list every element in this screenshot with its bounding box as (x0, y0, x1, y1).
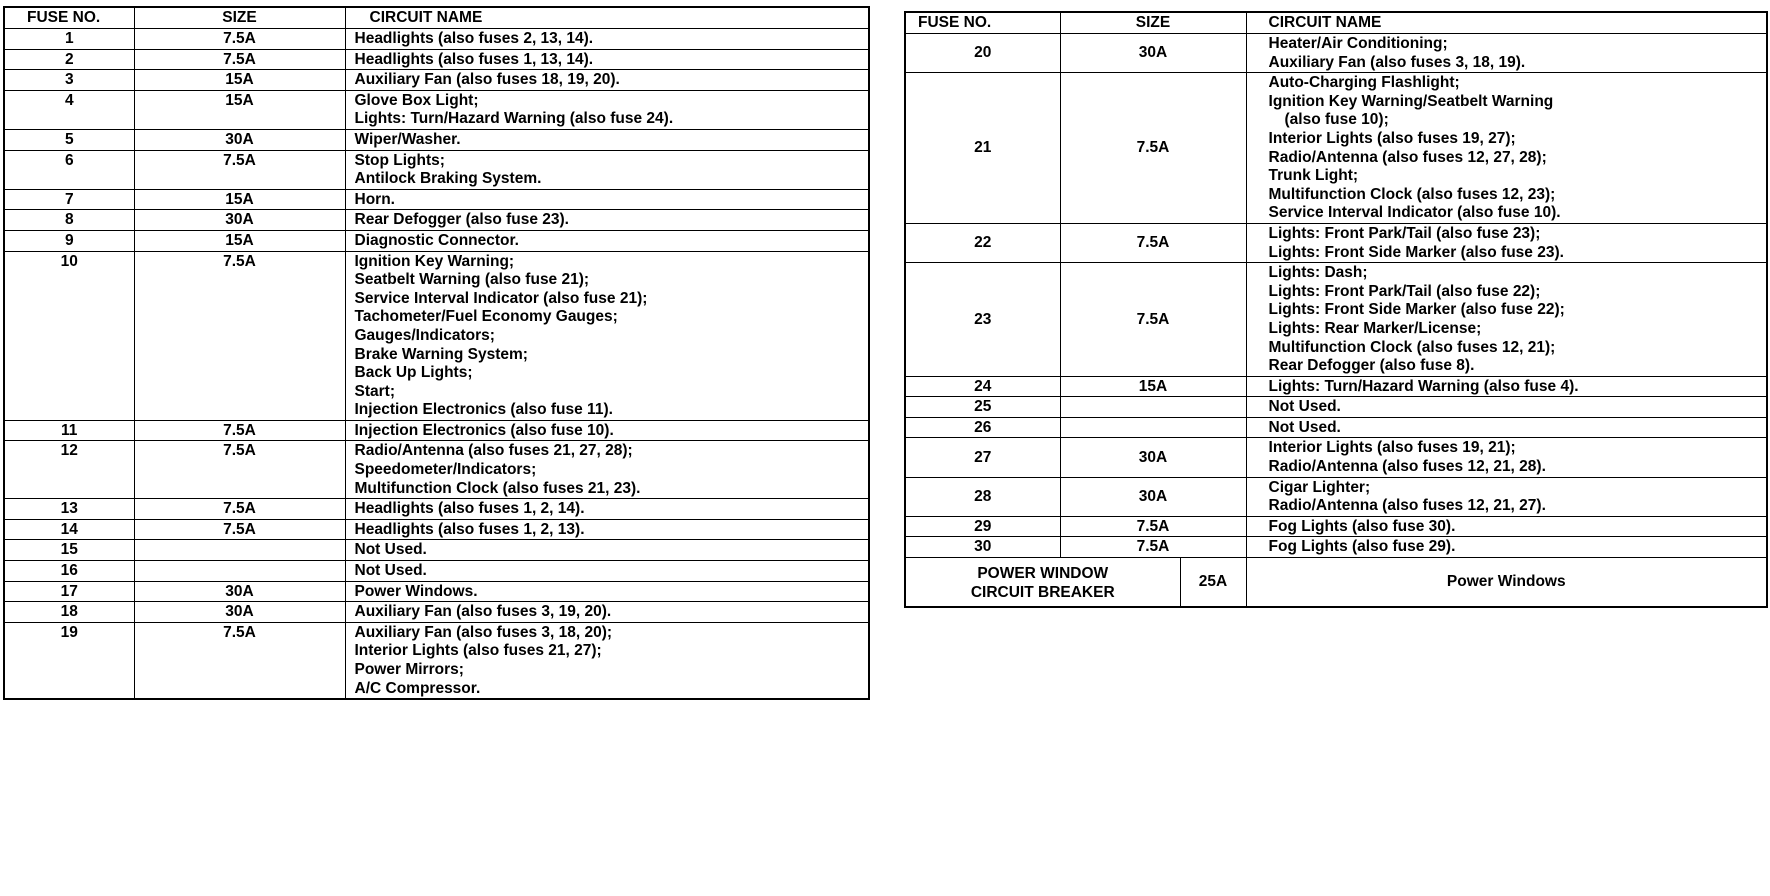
circuit-name (345, 49, 869, 70)
header-row (905, 12, 1767, 34)
fuse-number: 4 (4, 90, 134, 129)
circuit-line: Multifunction Clock (also fuses 12, 23); (1268, 185, 1556, 203)
circuit-name (1246, 376, 1767, 397)
fuse-row (4, 29, 869, 50)
circuit-line: Ignition Key Warning; (354, 252, 515, 270)
circuit-name (345, 561, 869, 582)
circuit-line: Auxiliary Fan (also fuses 3, 19, 20). (354, 603, 612, 621)
fuse-size (134, 561, 345, 582)
circuit-name (1246, 34, 1767, 73)
fuse-size: 30A (1060, 477, 1246, 516)
circuit-name (1246, 477, 1767, 516)
breaker-label-line: POWER WINDOW (977, 565, 1109, 583)
fuse-size: 7.5A (1060, 73, 1246, 224)
circuit-name (345, 70, 869, 91)
circuit-line: Fog Lights (also fuse 30). (1268, 517, 1456, 535)
fuse-number: 11 (4, 420, 134, 441)
fuse-size: 30A (134, 210, 345, 231)
fuse-number: 8 (4, 210, 134, 231)
fuse-size: 7.5A (134, 420, 345, 441)
fuse-number: 30 (905, 537, 1060, 558)
fuse-size: 7.5A (1060, 537, 1246, 558)
circuit-line: Lights: Rear Marker/License; (1268, 319, 1482, 337)
circuit-name (1246, 516, 1767, 537)
fuse-number: 15 (4, 540, 134, 561)
fuse-row (4, 230, 869, 251)
fuse-row (4, 210, 869, 231)
circuit-name (345, 602, 869, 623)
fuse-size: 7.5A (134, 622, 345, 699)
circuit-line: Not Used. (354, 562, 427, 580)
breaker-label (905, 558, 1180, 608)
circuit-line: Radio/Antenna (also fuses 12, 21, 27). (1268, 497, 1546, 515)
circuit-line: Tachometer/Fuel Economy Gauges; (354, 308, 618, 326)
fuse-row (4, 561, 869, 582)
circuit-line: Lights: Dash; (1268, 264, 1368, 282)
fuse-row (905, 417, 1767, 438)
fuse-table-left (3, 6, 870, 700)
header-size: SIZE (1060, 12, 1246, 34)
fuse-size: 7.5A (1060, 223, 1246, 262)
fuse-size: 30A (134, 129, 345, 150)
circuit-line: Interior Lights (also fuses 19, 21); (1268, 439, 1516, 457)
circuit-line: Seatbelt Warning (also fuse 21); (354, 271, 590, 289)
circuit-name (345, 519, 869, 540)
circuit-line: Not Used. (354, 541, 427, 559)
circuit-line: Trunk Light; (1268, 167, 1359, 185)
circuit-line: Lights: Front Park/Tail (also fuse 22); (1268, 282, 1541, 300)
circuit-line: (also fuse 10); (1284, 111, 1389, 129)
fuse-size: 7.5A (134, 49, 345, 70)
circuit-line: Lights: Front Side Marker (also fuse 23). (1268, 243, 1564, 261)
fuse-size: 7.5A (134, 29, 345, 50)
fuse-row (4, 441, 869, 499)
fuse-number: 7 (4, 189, 134, 210)
circuit-name (345, 499, 869, 520)
fuse-size: 7.5A (134, 150, 345, 189)
fuse-row (4, 49, 869, 70)
fuse-number: 14 (4, 519, 134, 540)
circuit-name (1246, 263, 1767, 377)
fuse-number: 25 (905, 397, 1060, 418)
fuse-size: 7.5A (134, 251, 345, 420)
fuse-row (905, 537, 1767, 558)
fuse-number: 29 (905, 516, 1060, 537)
fuse-row (4, 519, 869, 540)
circuit-line: Rear Defogger (also fuse 8). (1268, 357, 1475, 375)
fuse-row (4, 499, 869, 520)
circuit-line: Lights: Front Park/Tail (also fuse 23); (1268, 224, 1541, 242)
fuse-size: 15A (134, 189, 345, 210)
circuit-name (1246, 438, 1767, 477)
header-row (4, 7, 869, 29)
circuit-name (345, 251, 869, 420)
fuse-number: 3 (4, 70, 134, 91)
circuit-line: Auto-Charging Flashlight; (1268, 74, 1460, 92)
circuit-line: Rear Defogger (also fuse 23). (354, 211, 569, 229)
fuse-size: 7.5A (134, 499, 345, 520)
circuit-line: Radio/Antenna (also fuses 12, 21, 28). (1268, 458, 1546, 476)
fuse-number: 20 (905, 34, 1060, 73)
fuse-row (4, 70, 869, 91)
circuit-line: Auxiliary Fan (also fuses 3, 18, 19). (1268, 53, 1526, 71)
circuit-line: Back Up Lights; (354, 364, 473, 382)
circuit-line: Lights: Turn/Hazard Warning (also fuse 4). (1268, 377, 1579, 395)
fuse-size: 30A (1060, 438, 1246, 477)
circuit-name (1246, 417, 1767, 438)
fuse-row (4, 90, 869, 129)
fuse-size (1060, 417, 1246, 438)
circuit-name (345, 420, 869, 441)
circuit-line: Multifunction Clock (also fuses 12, 21); (1268, 338, 1556, 356)
fuse-row (905, 477, 1767, 516)
fuse-size: 15A (134, 70, 345, 91)
circuit-name (345, 129, 869, 150)
header-circuit-name: CIRCUIT NAME (1246, 12, 1767, 34)
fuse-number: 17 (4, 581, 134, 602)
header-fuse-no: FUSE NO. (905, 12, 1060, 34)
header-size: SIZE (134, 7, 345, 29)
circuit-line: Service Interval Indicator (also fuse 10). (1268, 204, 1561, 222)
circuit-name (345, 150, 869, 189)
fuse-row (4, 420, 869, 441)
circuit-line: Power Mirrors; (354, 661, 464, 678)
fuse-number: 9 (4, 230, 134, 251)
header-circuit-name: CIRCUIT NAME (345, 7, 869, 29)
fuse-size (1060, 397, 1246, 418)
circuit-name (345, 210, 869, 231)
circuit-line: Power Windows. (354, 582, 478, 600)
fuse-number: 13 (4, 499, 134, 520)
circuit-line: Injection Electronics (also fuse 10). (354, 421, 614, 439)
fuse-size: 15A (134, 230, 345, 251)
fuse-row (4, 129, 869, 150)
circuit-line: Radio/Antenna (also fuses 21, 27, 28); (354, 442, 633, 460)
fuse-row (905, 223, 1767, 262)
breaker-circuit: Power Windows (1246, 558, 1767, 608)
fuse-number: 16 (4, 561, 134, 582)
circuit-line: Stop Lights; (354, 151, 445, 169)
circuit-line: Headlights (also fuses 2, 13, 14). (354, 30, 594, 47)
circuit-line: Heater/Air Conditioning; (1268, 35, 1448, 52)
fuse-size: 7.5A (134, 441, 345, 499)
circuit-name (1246, 223, 1767, 262)
circuit-name (1246, 537, 1767, 558)
fuse-number: 1 (4, 29, 134, 50)
circuit-line: Cigar Lighter; (1268, 478, 1371, 496)
fuse-number: 26 (905, 417, 1060, 438)
fuse-row (905, 438, 1767, 477)
circuit-line: Start; (354, 382, 395, 400)
circuit-line: Auxiliary Fan (also fuses 3, 18, 20); (354, 623, 613, 641)
circuit-name (345, 581, 869, 602)
circuit-name (345, 90, 869, 129)
circuit-line: Headlights (also fuses 1, 2, 13). (354, 520, 585, 538)
circuit-line: Headlights (also fuses 1, 2, 14). (354, 500, 585, 518)
circuit-line: Lights: Turn/Hazard Warning (also fuse 24). (354, 110, 674, 128)
fuse-number: 19 (4, 622, 134, 699)
circuit-line: Not Used. (1268, 398, 1341, 416)
fuse-row (905, 397, 1767, 418)
fuse-row (905, 376, 1767, 397)
fuse-size: 7.5A (1060, 516, 1246, 537)
fuse-row (4, 602, 869, 623)
fuse-number: 5 (4, 129, 134, 150)
fuse-number: 27 (905, 438, 1060, 477)
fuse-number: 2 (4, 49, 134, 70)
fuse-size: 15A (1060, 376, 1246, 397)
circuit-line: Interior Lights (also fuses 21, 27); (354, 642, 602, 660)
circuit-line: Headlights (also fuses 1, 13, 14). (354, 50, 594, 68)
fuse-size: 15A (134, 90, 345, 129)
circuit-line: Fog Lights (also fuse 29). (1268, 538, 1456, 556)
fuse-number: 10 (4, 251, 134, 420)
circuit-name (345, 441, 869, 499)
fuse-row (4, 540, 869, 561)
circuit-line: Auxiliary Fan (also fuses 18, 19, 20). (354, 71, 620, 89)
circuit-line: Glove Box Light; (354, 91, 479, 109)
fuse-number: 28 (905, 477, 1060, 516)
circuit-line: Ignition Key Warning/Seatbelt Warning (1268, 92, 1554, 110)
circuit-line: Injection Electronics (also fuse 11). (354, 401, 613, 419)
fuse-row (4, 622, 869, 699)
circuit-line: Service Interval Indicator (also fuse 21); (354, 289, 648, 307)
circuit-line: Horn. (354, 190, 395, 208)
circuit-line: Diagnostic Connector. (354, 231, 519, 249)
fuse-size: 30A (134, 602, 345, 623)
circuit-name (345, 622, 869, 699)
fuse-size (134, 540, 345, 561)
fuse-row (4, 581, 869, 602)
fuse-row (905, 516, 1767, 537)
fuse-row (905, 263, 1767, 377)
circuit-line: Speedometer/Indicators; (354, 461, 537, 479)
circuit-line: Antilock Braking System. (354, 170, 542, 188)
fuse-row (4, 189, 869, 210)
fuse-row (4, 150, 869, 189)
breaker-label-line: CIRCUIT BREAKER (970, 584, 1115, 602)
fuse-size: 30A (1060, 34, 1246, 73)
fuse-number: 22 (905, 223, 1060, 262)
circuit-name (345, 540, 869, 561)
circuit-line: Gauges/Indicators; (354, 326, 495, 344)
circuit-name (345, 29, 869, 50)
circuit-line: Multifunction Clock (also fuses 21, 23). (354, 479, 641, 497)
fuse-size: 30A (134, 581, 345, 602)
fuse-number: 24 (905, 376, 1060, 397)
circuit-name (1246, 73, 1767, 224)
fuse-number: 12 (4, 441, 134, 499)
fuse-size: 7.5A (134, 519, 345, 540)
fuse-number: 18 (4, 602, 134, 623)
fuse-number: 6 (4, 150, 134, 189)
circuit-name (1246, 397, 1767, 418)
circuit-name (345, 230, 869, 251)
fuse-size: 7.5A (1060, 263, 1246, 377)
breaker-size: 25A (1180, 558, 1246, 608)
fuse-table-right (904, 11, 1768, 608)
circuit-line: Radio/Antenna (also fuses 12, 27, 28); (1268, 148, 1547, 166)
breaker-row (905, 558, 1767, 608)
fuse-row (905, 73, 1767, 224)
circuit-line: Interior Lights (also fuses 19, 27); (1268, 129, 1516, 147)
circuit-name (345, 189, 869, 210)
fuse-number: 23 (905, 263, 1060, 377)
circuit-line: Wiper/Washer. (354, 130, 461, 148)
fuse-number: 21 (905, 73, 1060, 224)
circuit-line: A/C Compressor. (354, 679, 481, 697)
fuse-row (905, 34, 1767, 73)
fuse-row (4, 251, 869, 420)
circuit-line: Lights: Front Side Marker (also fuse 22); (1268, 301, 1565, 319)
circuit-line: Not Used. (1268, 418, 1341, 436)
circuit-line: Brake Warning System; (354, 345, 528, 363)
header-fuse-no: FUSE NO. (4, 7, 134, 29)
